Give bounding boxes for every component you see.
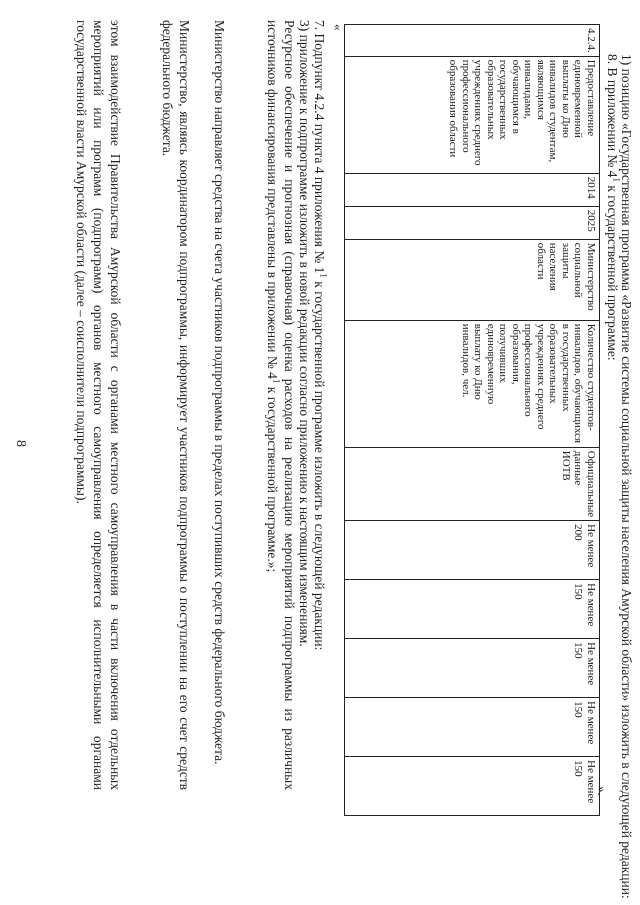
cell-source: Официальные данные ИОТВ: [345, 447, 600, 520]
cell-value: Не менее 200: [345, 521, 600, 580]
paragraph-funds: Министерство направляет средства на счета участников подпрограммы в пределах поступивших средств федерального бюджета.: [212, 20, 227, 765]
paragraph-resources-tail: к государственной программе.»;: [265, 383, 280, 573]
paragraph-subitem-7-tail: к государственной программе изложить в следующей редакции:: [312, 277, 327, 651]
cell-year-end: 2025: [345, 206, 600, 239]
cell-year-start: 2014: [345, 173, 600, 206]
paragraph-appendix: 3) приложение к подпрограмме изложить в новой редакции согласно приложению к настоящим изменениям.: [297, 20, 312, 647]
cell-measure-name: Предоставление единовременной выплаты ко Дню инвалидов студентам, являющимся инвалидами, обучающимся в государственных образовательных учреждениях среднего профессионального образования области: [345, 56, 600, 173]
section-8-item-1: 1) позицию «Государственная программа «Развитие системы социальной защиты населения Амурской области» изложить в следующей редакции:: [619, 54, 634, 899]
cell-ministry: Министерство социальной защиты населения области: [345, 239, 600, 320]
paragraph-cooperation: этом взаимодействие Правительства Амурской области с органами местного самоуправления в части включения отдельных мероприятий или программ (подпрограмм) органов местного самоуправления определяется исполнительными органами государственной власти Амурской области (далее – соисполнители подпрограммы).: [74, 20, 123, 790]
cell-value: Не менее 150: [345, 580, 600, 639]
cell-indicator: Количество студентов-инвалидов, обучающихся в государственных образовательных учреждениях среднего профессионального образования, получивших единовременную выплату ко Дню инвалидов, чел.: [345, 320, 600, 447]
cell-value: Не менее 150: [345, 639, 600, 698]
superscript: 1: [318, 273, 329, 278]
section-8-tail: к государственной программе:: [605, 181, 620, 361]
paragraph-subitem-7: [311, 20, 328, 790]
superscript: 1: [271, 378, 282, 384]
table-row: [345, 25, 600, 816]
section-8-text: 8. В приложении № 4: [605, 54, 620, 178]
paragraph-resources: [264, 20, 298, 790]
quote-open: «: [331, 24, 346, 31]
cell-value: Не менее 150: [345, 757, 600, 816]
cell-number: 4.2.4.: [345, 25, 600, 57]
quote-close: ».: [595, 786, 610, 796]
paragraph-coordinator: Министерство, являясь координатором подпрограммы, информирует участников подпрограммы о поступлении на его счет средств федерального бюджета.: [160, 20, 192, 790]
cell-value: Не менее 150: [345, 698, 600, 757]
superscript: 1: [611, 177, 622, 182]
paragraph-subitem-7-text: 7. Подпункт 4.2.4 пункта 4 приложения № 1: [312, 20, 327, 274]
paragraph-resources-text: Ресурсное обеспечение и прогнозная (справочная) оценка расходов на реализацию мероприятий подпрограммы из различных источников финансирования представлены в приложении № 4: [265, 20, 297, 790]
indicator-table: [344, 24, 600, 816]
page-number: 8: [13, 440, 28, 447]
